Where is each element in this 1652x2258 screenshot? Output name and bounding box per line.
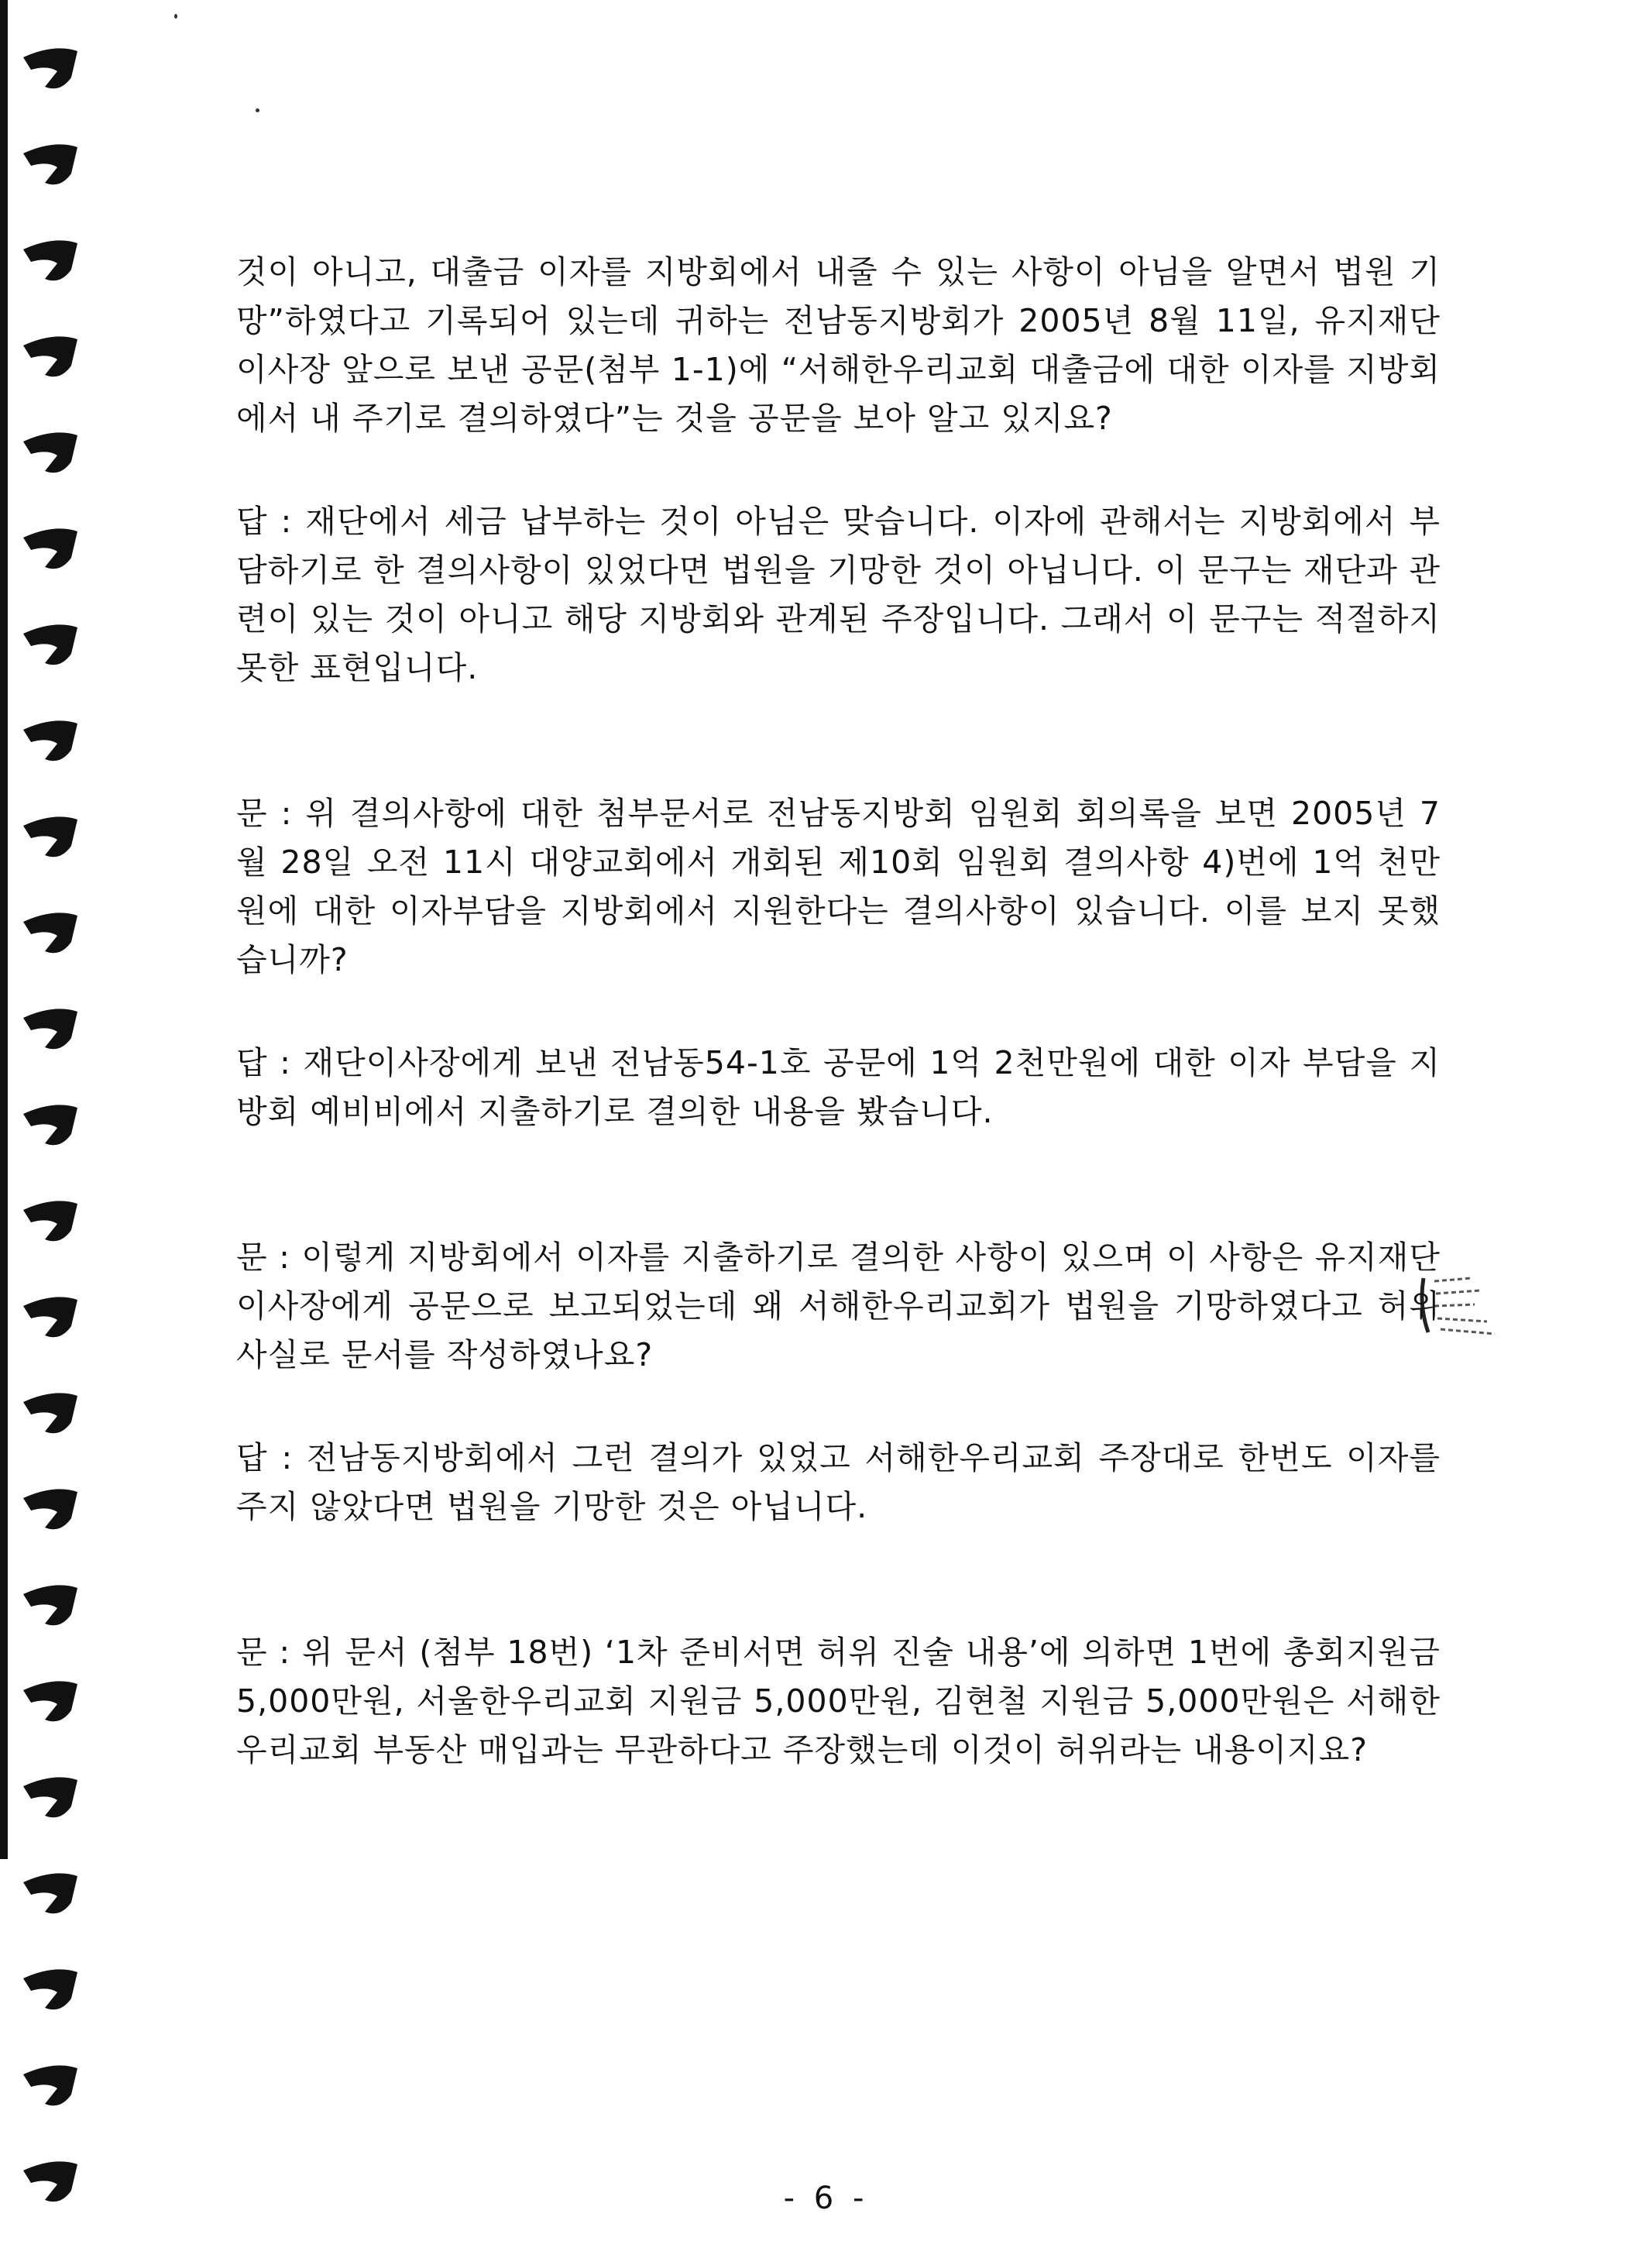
paragraph-7: 문 : 위 문서 (첨부 18번) ‘1차 준비서면 허위 진술 내용’에 의하면 1번에 총회지원금 5,000만원, 서울한우리교회 지원금 5,000만원, 김현철 지원금 5,000만원은 서해한우리교회 부동산 매입과는 무관하다고 주장했는데 이것이 허위라는 내용이지요? xyxy=(236,1634,1441,1768)
binding-hole-mark xyxy=(23,1873,77,1913)
binding-hole-mark xyxy=(23,624,77,665)
document-body xyxy=(236,248,1441,1775)
binding-hole-mark xyxy=(23,816,77,857)
binding-hole-mark xyxy=(23,1489,77,1529)
binding-hole-mark xyxy=(23,1297,77,1337)
paragraph-1: 것이 아니고, 대출금 이자를 지방회에서 내줄 수 있는 사항이 아님을 알면서 법원 기망”하였다고 기록되어 있는데 귀하는 전남동지방회가 2005년 8월 11일, 유지재단 이사장 앞으로 보낸 공문(첨부 1-1)에 “서해한우리교회 대출금에 대한 이자를 지방회에서 내 주기로 결의하였다”는 것을 공문을 보아 알고 있지요? xyxy=(236,253,1441,437)
binding-hole-mark xyxy=(23,1201,77,1241)
binding-hole-mark xyxy=(23,1969,77,2009)
binding-hole-mark xyxy=(23,336,77,376)
paragraph-4: 답 : 재단이사장에게 보낸 전남동54-1호 공문에 1억 2천만원에 대한 이자 부담을 지방회 예비비에서 지출하기로 결의한 내용을 봤습니다. xyxy=(236,1044,1441,1130)
paragraph-3: 문 : 위 결의사항에 대한 첨부문서로 전남동지방회 임원회 회의록을 보면 2005년 7월 28일 오전 11시 대양교회에서 개회된 제10회 임원회 결의사항 4)번에 1억 천만원에 대한 이자부담을 지방회에서 지원한다는 결의사항이 있습니다. 이를 보지 못했습니까? xyxy=(236,795,1441,978)
binding-hole-mark xyxy=(23,1009,77,1049)
binding-hole-mark xyxy=(23,1105,77,1145)
binding-hole-mark xyxy=(23,1585,77,1625)
paragraph-5: 문 : 이렇게 지방회에서 이자를 지출하기로 결의한 사항이 있으며 이 사항은 유지재단 이사장에게 공문으로 보고되었는데 왜 서해한우리교회가 법원을 기망하였다고 허위사실로 문서를 작성하였나요? xyxy=(236,1239,1441,1373)
binding-hole-mark xyxy=(23,528,77,569)
binding-hole-mark xyxy=(23,720,77,761)
binding-hole-mark xyxy=(23,912,77,953)
page-number: - 6 - xyxy=(783,2181,869,2216)
binding-hole-mark xyxy=(23,432,77,473)
binding-hole-mark xyxy=(23,48,77,88)
binding-hole-mark xyxy=(23,240,77,280)
binding-hole-mark xyxy=(23,1777,77,1817)
paragraph-6: 답 : 전남동지방회에서 그런 결의가 있었고 서해한우리교회 주장대로 한번도 이자를 주지 않았다면 법원을 기망한 것은 아닙니다. xyxy=(236,1439,1441,1525)
binding-hole-mark xyxy=(23,2065,77,2105)
dust-speck xyxy=(174,14,177,19)
binding-hole-mark xyxy=(23,144,77,184)
paragraph-2: 답 : 재단에서 세금 납부하는 것이 아님은 맞습니다. 이자에 관해서는 지방회에서 부담하기로 한 결의사항이 있었다면 법원을 기망한 것이 아닙니다. 이 문구는 재단과 관련이 있는 것이 아니고 해당 지방회와 관계된 주장입니다. 그래서 이 문구는 적절하지 못한 표현입니다. xyxy=(236,503,1441,686)
binding-hole-mark xyxy=(23,1681,77,1721)
binding-hole-mark xyxy=(23,1393,77,1433)
dust-speck xyxy=(256,108,259,112)
binding-edge xyxy=(0,0,93,2258)
